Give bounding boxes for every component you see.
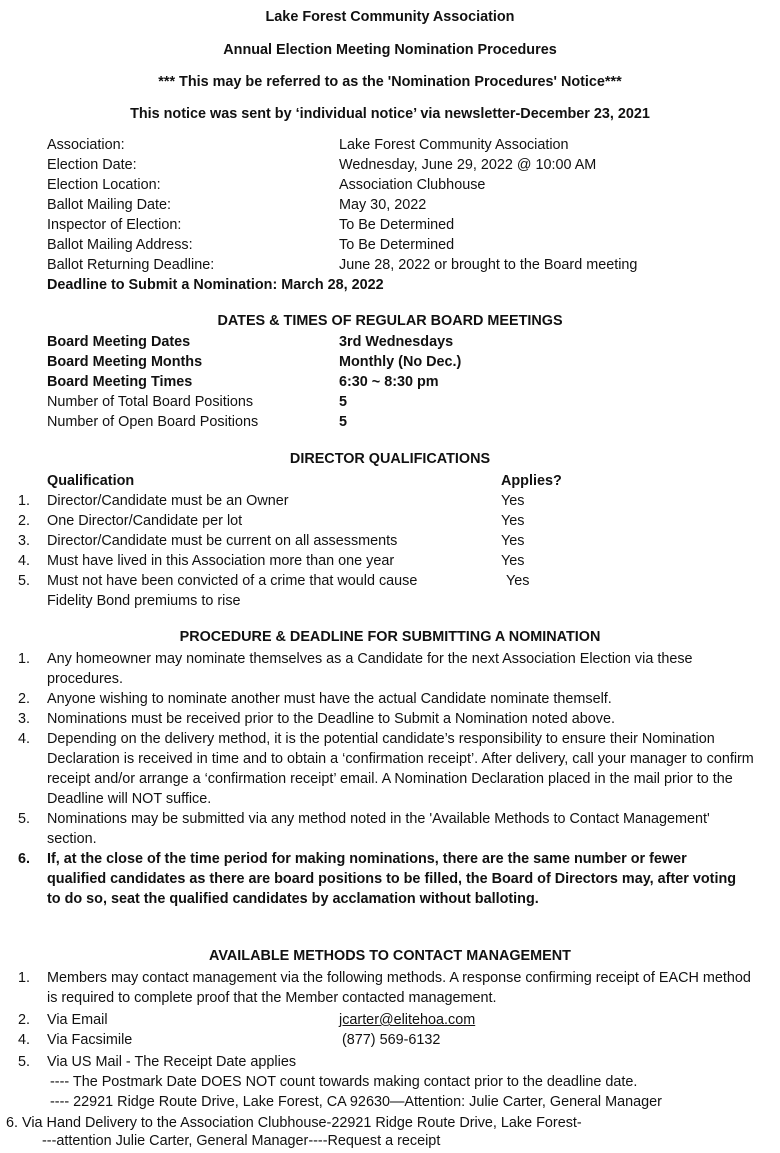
item-number: 6.: [6, 1115, 19, 1131]
mail-note-postmark: ---- The Postmark Date DOES NOT count towards making contact prior to the deadline date.: [50, 1074, 638, 1090]
item-number: 2.: [18, 691, 31, 707]
info-row: [47, 135, 569, 155]
email-link[interactable]: jcarter@elitehoa.com: [339, 1012, 476, 1028]
procedure-text: Nominations may be submitted via any method noted in the 'Available Methods to Contact Management' section.: [47, 811, 710, 847]
sent-notice: This notice was sent by ‘individual notice’ via newsletter-December 23, 2021: [130, 106, 650, 122]
applies-column-header: Applies?: [501, 473, 562, 489]
qualification-item: [0, 511, 780, 531]
contact-mail-row: [0, 1052, 780, 1072]
applies-value: Yes: [506, 573, 530, 589]
contact-item: [0, 968, 780, 1008]
qualification-text: Fidelity Bond premiums to rise: [47, 593, 241, 609]
info-label: Ballot Mailing Date:: [47, 197, 171, 213]
info-row: [47, 155, 596, 175]
procedure-item: [0, 649, 780, 689]
meetings-heading: DATES & TIMES OF REGULAR BOARD MEETINGS: [217, 313, 563, 329]
meeting-label: Number of Open Board Positions: [47, 414, 259, 430]
mail-label: Via US Mail - The Receipt Date applies: [47, 1054, 297, 1070]
info-row: [47, 175, 485, 195]
info-value: To Be Determined: [339, 217, 455, 233]
alias-notice: *** This may be referred to as the 'Nomination Procedures' Notice***: [158, 74, 622, 90]
info-label: Inspector of Election:: [47, 217, 182, 233]
meeting-value: 3rd Wednesdays: [339, 334, 454, 350]
info-label: Association:: [47, 137, 125, 153]
info-value: May 30, 2022: [339, 197, 427, 213]
contact-email-row: [0, 1010, 780, 1030]
info-value: Wednesday, June 29, 2022 @ 10:00 AM: [339, 157, 597, 173]
info-row: [47, 255, 637, 275]
hand-delivery-line: [6, 1113, 582, 1133]
item-number: 5.: [18, 573, 31, 589]
qualification-text: One Director/Candidate per lot: [47, 513, 243, 529]
procedure-item: [0, 809, 780, 849]
qualification-column-header: Qualification: [47, 473, 135, 489]
procedure-heading: PROCEDURE & DEADLINE FOR SUBMITTING A NOMINATION: [179, 629, 601, 645]
meeting-label: Board Meeting Dates: [47, 334, 191, 350]
meeting-label: Board Meeting Times: [47, 374, 193, 390]
applies-value: Yes: [501, 513, 525, 529]
contact-heading: AVAILABLE METHODS TO CONTACT MANAGEMENT: [209, 948, 571, 964]
item-number: 5.: [18, 1054, 31, 1070]
procedure-text: Any homeowner may nominate themselves as a Candidate for the next Association Election via these procedures.: [47, 651, 693, 687]
contact-list: [0, 968, 780, 1008]
item-number: 5.: [18, 811, 31, 827]
info-value: Association Clubhouse: [339, 177, 486, 193]
meeting-value: 5: [339, 414, 348, 430]
applies-value: Yes: [501, 553, 525, 569]
meeting-row: [47, 392, 347, 412]
meeting-label: Board Meeting Months: [47, 354, 203, 370]
item-number: 6.: [18, 851, 31, 867]
qualification-text: Must not have been convicted of a crime that would cause: [47, 573, 418, 589]
meeting-value: Monthly (No Dec.): [339, 354, 462, 370]
item-number: 1.: [18, 651, 31, 667]
procedure-text: Depending on the delivery method, it is the potential candidate’s responsibility to ensure their Nomination Declaration is received in time and to obtain a ‘confirmation receipt’. After delivery, call your manager to confirm receipt and/or arrange a ‘confirmation receipt’ email. A Nomination Declaration placed in the mail prior to the Deadline will NOT suffice.: [47, 731, 754, 807]
item-number: 2.: [18, 1012, 31, 1028]
item-number: 3.: [18, 533, 31, 549]
info-label: Election Location:: [47, 177, 161, 193]
procedure-item: [0, 849, 780, 909]
fax-number: (877) 569-6132: [342, 1032, 441, 1048]
meeting-row: [47, 332, 453, 352]
qualifications-column-headers: [47, 471, 747, 491]
info-row: [47, 195, 426, 215]
meeting-row: [47, 412, 347, 432]
procedure-item: [0, 709, 780, 729]
hand-delivery-attention: ---attention Julie Carter, General Manager----Request a receipt: [42, 1133, 441, 1149]
contact-fax-row: [0, 1030, 780, 1050]
info-value: June 28, 2022 or brought to the Board meeting: [339, 257, 638, 273]
meeting-row: [47, 372, 439, 392]
procedure-item: [0, 689, 780, 709]
meeting-row: [47, 352, 461, 372]
document-title: Annual Election Meeting Nomination Procedures: [223, 42, 557, 58]
info-label: Ballot Returning Deadline:: [47, 257, 215, 273]
contact-text: Members may contact management via the following methods. A response confirming receipt of EACH method is required to complete proof that the Member contacted management.: [47, 970, 751, 1006]
item-number: 2.: [18, 513, 31, 529]
qualification-item: [0, 491, 780, 511]
item-number: 4.: [18, 553, 31, 569]
info-value: To Be Determined: [339, 237, 455, 253]
info-row: [47, 215, 454, 235]
procedure-text: Anyone wishing to nominate another must have the actual Candidate nominate themself.: [47, 691, 612, 707]
qualification-item: [0, 531, 780, 551]
qualifications-heading: DIRECTOR QUALIFICATIONS: [289, 451, 491, 467]
info-value: Lake Forest Community Association: [339, 137, 569, 153]
info-label: Election Date:: [47, 157, 137, 173]
qualification-text: Must have lived in this Association more than one year: [47, 553, 395, 569]
info-label: Ballot Mailing Address:: [47, 237, 193, 253]
association-name-heading: Lake Forest Community Association: [265, 9, 515, 25]
info-row: [47, 235, 454, 255]
procedure-text: If, at the close of the time period for making nominations, there are the same number or fewer qualified candidates as there are board positions to be filled, the Board of Directors may, after voting to do so, seat the qualified candidates by acclamation without balloting.: [47, 851, 737, 907]
applies-value: Yes: [501, 493, 525, 509]
item-number: 4.: [18, 731, 31, 747]
procedure-item: [0, 729, 780, 809]
qualification-item: [0, 551, 780, 571]
applies-value: Yes: [501, 533, 525, 549]
qualification-text: Director/Candidate must be an Owner: [47, 493, 289, 509]
meeting-label: Number of Total Board Positions: [47, 394, 254, 410]
qualification-text: Director/Candidate must be current on all assessments: [47, 533, 398, 549]
qualification-item-continued: [0, 591, 780, 611]
email-label: Via Email: [47, 1012, 108, 1028]
item-number: 1.: [18, 970, 31, 986]
nomination-deadline: Deadline to Submit a Nomination: March 28, 2022: [47, 277, 384, 293]
item-number: 1.: [18, 493, 31, 509]
procedure-text: Nominations must be received prior to the Deadline to Submit a Nomination noted above.: [47, 711, 615, 727]
hand-delivery-text: Via Hand Delivery to the Association Clubhouse-22921 Ridge Route Drive, Lake Forest-: [22, 1115, 582, 1131]
qualification-item: [0, 571, 780, 591]
fax-label: Via Facsimile: [47, 1032, 133, 1048]
procedure-list: [0, 649, 780, 909]
item-number: 4.: [18, 1032, 31, 1048]
meeting-value: 6:30 ~ 8:30 pm: [339, 374, 439, 390]
mail-note-address: ---- 22921 Ridge Route Drive, Lake Forest, CA 92630—Attention: Julie Carter, General Manager: [50, 1094, 662, 1110]
meeting-value: 5: [339, 394, 348, 410]
item-number: 3.: [18, 711, 31, 727]
